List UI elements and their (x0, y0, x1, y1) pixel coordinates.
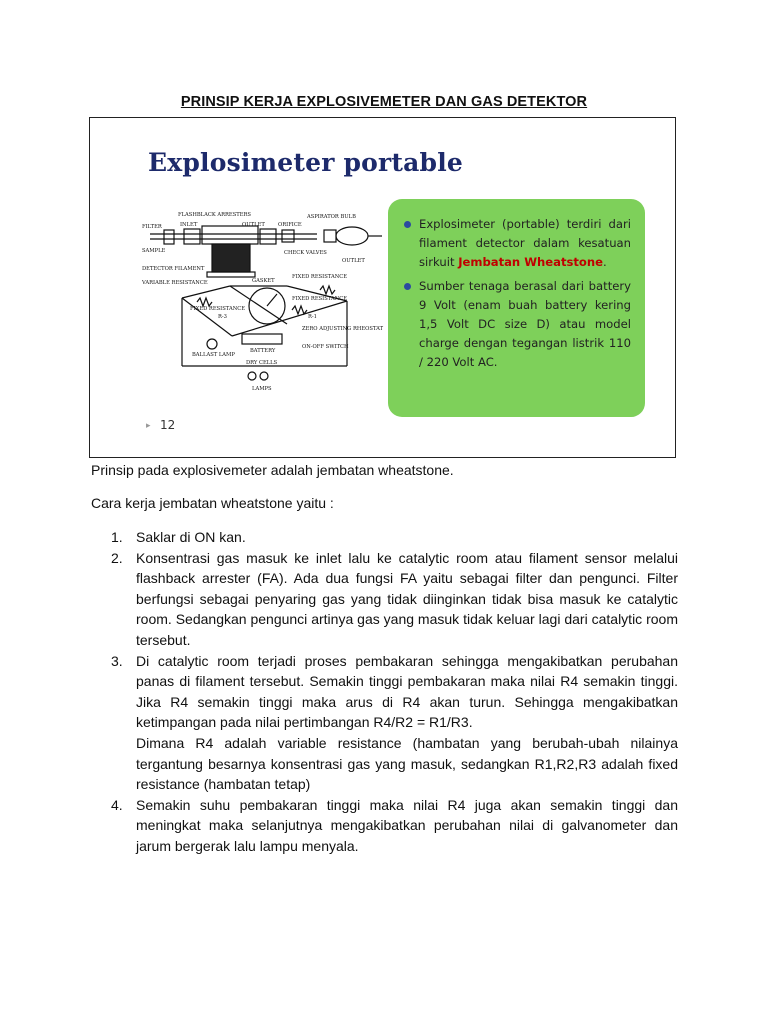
label-flashback: FLASHBLACK ARRESTERS (178, 212, 251, 218)
step-text-continued: Dimana R4 adalah variable resistance (hambatan yang berubah-ubah nilainya tergantung besarnya konsentrasi gas yang masuk, sedangkan R1,R2,R3 adalah fixed resistance (hambatan tetap) (136, 734, 678, 793)
label-fixed-top: FIXED RESISTANCE (292, 274, 348, 280)
slide-title: Explosimeter portable (148, 148, 464, 177)
bullet-1 (402, 215, 631, 272)
step-number: 1. (111, 529, 123, 545)
label-gasket: GASKET (252, 278, 275, 284)
label-battery: BATTERY (250, 348, 276, 354)
step-text: Saklar di ON kan. (136, 529, 246, 545)
label-switch: ON-OFF SWITCH (302, 344, 349, 350)
label-outlet-2: OUTLET (342, 258, 365, 264)
page-title: PRINSIP KERJA EXPLOSIVEMETER DAN GAS DETEKTOR (180, 94, 588, 110)
label-outlet: OUTLET (242, 222, 265, 228)
paragraph-principle: Prinsip pada explosivemeter adalah jembatan wheatstone. (91, 462, 454, 478)
label-fixed-right: FIXED RESISTANCE (292, 296, 348, 302)
label-check-valves: CHECK VALVES (284, 250, 327, 256)
explosimeter-diagram (142, 206, 392, 406)
step-number: 2. (111, 549, 123, 566)
label-aspirator: ASPIRATOR BULB (307, 214, 356, 220)
label-detector: DETECTOR FILAMENT (142, 266, 205, 272)
slide-number: 12 (160, 418, 176, 432)
label-lamps: LAMPS (252, 386, 272, 392)
step-item (111, 548, 678, 651)
label-dry-cells: DRY CELLS (246, 360, 278, 366)
steps-list (111, 527, 678, 857)
figure-frame (89, 117, 676, 458)
info-box (388, 199, 645, 417)
label-inlet: INLET (180, 222, 198, 228)
bullet-2-text: Sumber tenaga berasal dari battery 9 Volt (enam buah battery kering 1,5 Volt DC size D) atau model charge dengan tegangan listrik 110 / 220 Volt AC. (419, 279, 631, 369)
step-item (111, 795, 678, 857)
bullet-2 (402, 277, 631, 372)
paragraph-intro: Cara kerja jembatan wheatstone yaitu : (91, 495, 334, 511)
bullet-1-end: . (603, 255, 607, 269)
step-text: Konsentrasi gas masuk ke inlet lalu ke catalytic room atau filament sensor melalui flashback arrester (FA). Ada dua fungsi FA yaitu sebagai filter dan pengunci. Filter berfungsi sebagai penyaring gas yang tidak diinginkan tidak bisa masuk ke catalytic room. Sedangkan pengunci artinya gas yang masuk tidak keluar lagi dari catalytic room tersebut. (136, 549, 678, 648)
label-r1: R-1 (308, 314, 317, 320)
label-ballast: BALLAST LAMP (192, 352, 235, 358)
label-sample: SAMPLE (142, 248, 166, 254)
step-text: Di catalytic room terjadi proses pembakaran sehingga mengakibatkan perubahan panas di filament tersebut. Semakin tinggi pembakaran maka nilai R4 semakin tinggi. Jika R4 semakin tinggi maka arus di R4 akan turun. Sehingga mengakibatkan ketimpangan pada nilai pertimbangan R4/R2 = R1/R3. (136, 652, 678, 731)
slide-arrow-icon: ▸ (146, 420, 151, 430)
step-number: 3. (111, 652, 123, 669)
bullet-1-text: Explosimeter (portable) terdiri dari filament detector dalam kesatuan sirkuit (419, 217, 631, 269)
step-text: Semakin suhu pembakaran tinggi maka nilai R4 juga akan semakin tinggi dan meningkat maka selanjutnya mengakibatkan perubahan nilai di galvanometer dan jarum bergerak lalu lampu menyala. (136, 796, 678, 854)
label-orifice: ORIFICE (278, 222, 302, 228)
label-filter: FILTER (142, 224, 162, 230)
bullet-1-highlight: Jembatan Wheatstone (458, 255, 604, 269)
label-r3: R-3 (218, 314, 227, 320)
step-number: 4. (111, 796, 123, 813)
step-item (111, 527, 678, 548)
step-item (111, 651, 678, 795)
label-variable: VARIABLE RESISTANCE (142, 280, 208, 286)
label-zero-adjusting: ZERO ADJUSTING RHEOSTAT (302, 326, 384, 332)
label-fixed-left: FIXED RESISTANCE (190, 306, 246, 312)
